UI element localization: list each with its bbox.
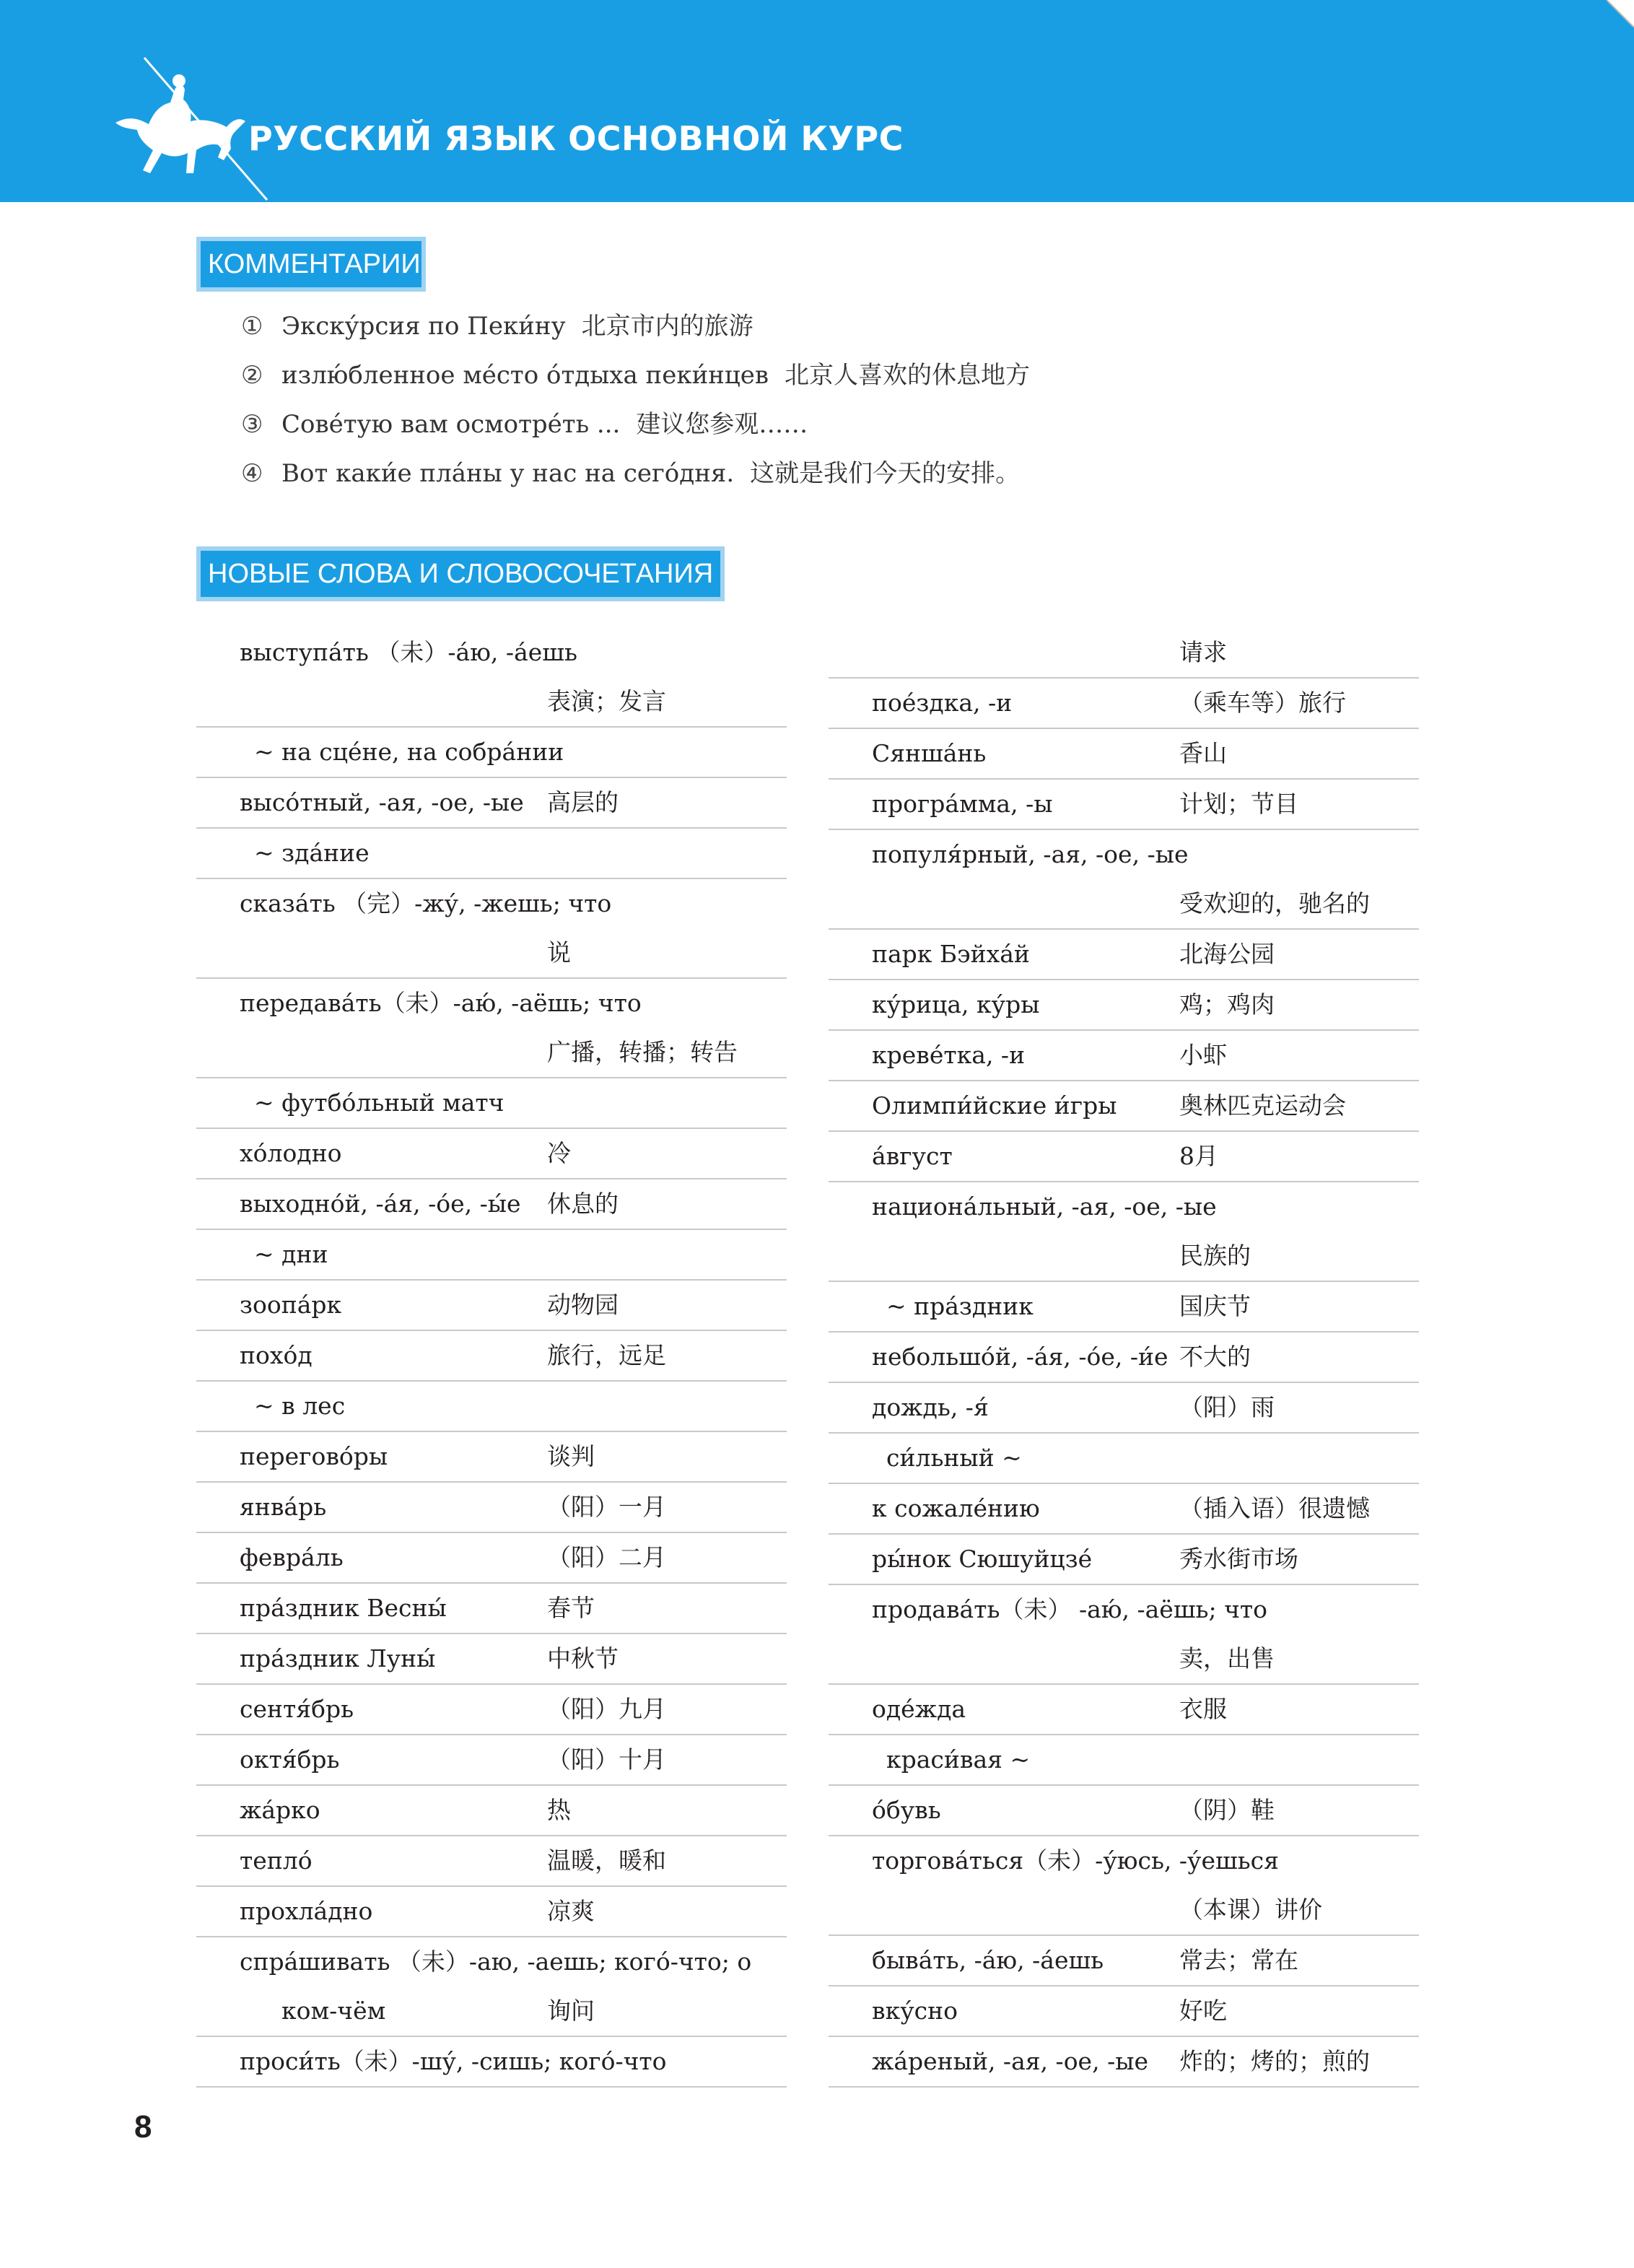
vocab-word: сентя́брь bbox=[240, 1695, 354, 1723]
vocab-entry bbox=[196, 1382, 787, 1432]
vocab-column-right bbox=[829, 628, 1419, 2088]
vocab-line bbox=[196, 1281, 787, 1330]
vocab-word: сказа́ть （完）-жу́, -жешь; что bbox=[240, 889, 612, 917]
vocab-line bbox=[196, 1685, 787, 1734]
vocab-word: ~ дни bbox=[254, 1240, 328, 1268]
comment-chinese: 这就是我们今天的安排。 bbox=[750, 459, 1021, 488]
section-title-comments: КОММЕНТАРИИ bbox=[201, 241, 421, 287]
vocab-column-left bbox=[196, 628, 787, 2088]
vocab-word: Олимпи́йские и́гры bbox=[872, 1091, 1117, 1120]
vocab-translation: 询问 bbox=[547, 1997, 595, 2025]
vocab-word: прохла́дно bbox=[240, 1897, 373, 1925]
vocab-line bbox=[829, 1434, 1419, 1483]
vocab-line bbox=[196, 829, 787, 878]
vocab-line bbox=[196, 1735, 787, 1784]
vocab-entry bbox=[196, 1685, 787, 1735]
vocab-translation: 冷 bbox=[547, 1139, 571, 1167]
vocab-entry bbox=[829, 628, 1419, 679]
vocab-entry bbox=[196, 1634, 787, 1685]
vocab-entry bbox=[829, 1333, 1419, 1383]
vocab-translation: 热 bbox=[547, 1796, 571, 1824]
page-corner-fold-icon bbox=[1607, 0, 1634, 27]
vocab-line bbox=[196, 1331, 787, 1380]
vocab-word: краси́вая ~ bbox=[886, 1745, 1031, 1774]
vocab-entry bbox=[829, 1685, 1419, 1735]
vocab-translation: （插入语）很遗憾 bbox=[1179, 1494, 1370, 1522]
vocab-entry bbox=[829, 1132, 1419, 1182]
vocab-line bbox=[196, 1432, 787, 1481]
vocab-entry bbox=[196, 1735, 787, 1786]
vocab-line bbox=[829, 1282, 1419, 1331]
vocab-line bbox=[196, 1634, 787, 1683]
vocab-word: быва́ть, -а́ю, -а́ешь bbox=[872, 1946, 1104, 1974]
vocab-word: национа́льный, -ая, -ое, -ые bbox=[872, 1192, 1217, 1221]
comment-russian: излю́бленное ме́сто о́тдыха пеки́нцев bbox=[281, 361, 769, 390]
vocab-entry bbox=[196, 728, 787, 778]
vocab-word: оде́жда bbox=[872, 1695, 966, 1723]
vocab-entry bbox=[196, 1836, 787, 1887]
comment-chinese: 建议您参观…… bbox=[636, 410, 808, 439]
vocab-translation: （阳）二月 bbox=[547, 1543, 666, 1571]
vocab-entry bbox=[196, 1432, 787, 1483]
vocab-word: ~ футбо́льный матч bbox=[254, 1089, 504, 1117]
vocab-line bbox=[196, 1129, 787, 1178]
comment-item bbox=[241, 400, 1468, 449]
vocab-word: выходно́й, -а́я, -о́е, -ы́е bbox=[240, 1190, 521, 1218]
vocab-line bbox=[196, 1382, 787, 1431]
vocab-translation: （阴）鞋 bbox=[1179, 1796, 1275, 1824]
vocab-entry bbox=[829, 2037, 1419, 2088]
vocab-line bbox=[829, 1986, 1419, 2036]
vocab-line bbox=[196, 1887, 787, 1936]
vocab-line bbox=[829, 2037, 1419, 2086]
vocab-word: продава́ть（未） -аю́, -аёшь; что bbox=[872, 1595, 1268, 1623]
vocab-entry bbox=[829, 780, 1419, 830]
vocab-line bbox=[829, 930, 1419, 979]
vocab-translation: （乘车等）旅行 bbox=[1179, 689, 1346, 717]
vocab-translation: 受欢迎的，驰名的 bbox=[1179, 889, 1370, 917]
vocab-line bbox=[829, 628, 1419, 677]
vocab-line bbox=[829, 1333, 1419, 1382]
vocab-word: небольшо́й, -а́я, -о́е, -и́е bbox=[872, 1343, 1168, 1371]
vocab-word: пра́здник Весны́ bbox=[240, 1594, 447, 1622]
vocab-word: передава́ть（未）-аю́, -аёшь; что bbox=[240, 989, 642, 1017]
vocab-entry bbox=[196, 2037, 787, 2088]
vocab-translation: 衣服 bbox=[1179, 1695, 1227, 1723]
vocab-line bbox=[196, 2037, 787, 2086]
vocab-entry bbox=[829, 1786, 1419, 1836]
vocab-entry bbox=[829, 1535, 1419, 1585]
vocab-entry bbox=[829, 1383, 1419, 1434]
vocab-line bbox=[829, 679, 1419, 728]
vocab-word: высо́тный, -ая, -ое, -ые bbox=[240, 788, 524, 816]
vocab-translation: 不大的 bbox=[1179, 1343, 1251, 1371]
vocab-entry bbox=[829, 1735, 1419, 1786]
vocab-word: похо́д bbox=[240, 1341, 313, 1369]
vocab-line bbox=[829, 830, 1419, 879]
vocab-entry bbox=[196, 1129, 787, 1179]
comment-number: ③ bbox=[241, 410, 263, 439]
vocab-entry bbox=[829, 980, 1419, 1031]
vocab-entry bbox=[196, 1078, 787, 1129]
vocab-word: популя́рный, -ая, -ое, -ые bbox=[872, 840, 1189, 868]
vocab-line bbox=[196, 1986, 787, 2036]
vocab-line bbox=[829, 1786, 1419, 1835]
vocab-line bbox=[196, 979, 787, 1028]
vocab-entry bbox=[196, 1331, 787, 1382]
vocab-line bbox=[829, 1685, 1419, 1734]
vocab-word: проси́ть（未）-шу́, -сишь; кого́-что bbox=[240, 2047, 667, 2075]
vocab-translation: 温暖，暖和 bbox=[547, 1846, 666, 1875]
vocab-line bbox=[829, 1585, 1419, 1634]
vocab-word: ры́нок Сюшуйцзе́ bbox=[872, 1545, 1093, 1573]
vocab-translation: （阳）十月 bbox=[547, 1745, 666, 1774]
header-banner bbox=[0, 0, 1634, 202]
vocab-line bbox=[196, 1230, 787, 1279]
vocab-translation: 休息的 bbox=[547, 1190, 619, 1218]
vocab-entry bbox=[196, 1483, 787, 1533]
vocab-line bbox=[196, 1533, 787, 1582]
vocab-line bbox=[829, 1132, 1419, 1181]
vocab-translation: （阳）一月 bbox=[547, 1493, 666, 1521]
vocab-translation: 鸡；鸡肉 bbox=[1179, 990, 1275, 1019]
vocab-word: выступа́ть （未）-а́ю, -а́ешь bbox=[240, 638, 577, 666]
vocab-translation: 表演；发言 bbox=[547, 687, 666, 715]
vocab-line bbox=[829, 1634, 1419, 1683]
vocab-line bbox=[829, 1936, 1419, 1985]
vocab-word: к сожале́нию bbox=[872, 1494, 1040, 1522]
vocab-word: тепло́ bbox=[240, 1846, 313, 1875]
vocab-word: ку́рица, ку́ры bbox=[872, 990, 1040, 1019]
vocab-word: ком-чём bbox=[281, 1997, 386, 2025]
vocab-word: спра́шивать （未）-аю, -аешь; кого́-что; о bbox=[240, 1948, 752, 1976]
vocab-entry bbox=[196, 1230, 787, 1281]
vocab-line bbox=[829, 1535, 1419, 1584]
comment-item bbox=[241, 449, 1468, 498]
vocab-line bbox=[829, 1484, 1419, 1533]
vocab-word: жа́рко bbox=[240, 1796, 320, 1824]
vocab-entry bbox=[196, 1533, 787, 1584]
vocab-line bbox=[829, 1081, 1419, 1130]
vocab-word: Сянша́нь bbox=[872, 739, 987, 767]
vocab-entry bbox=[196, 1584, 787, 1634]
vocab-translation: （阳）九月 bbox=[547, 1695, 666, 1723]
vocab-translation: 春节 bbox=[547, 1594, 595, 1622]
vocab-translation: 香山 bbox=[1179, 739, 1227, 767]
vocab-entry bbox=[196, 778, 787, 829]
vocab-entry bbox=[829, 1434, 1419, 1484]
vocab-entry bbox=[196, 1887, 787, 1937]
vocab-word: дождь, -я́ bbox=[872, 1393, 989, 1421]
vocab-entry bbox=[196, 1179, 787, 1230]
comment-russian: Экску́рсия по Пеки́ну bbox=[281, 312, 566, 341]
vocab-translation: 请求 bbox=[1179, 638, 1227, 666]
vocab-translation: （本课）讲价 bbox=[1179, 1896, 1322, 1924]
vocab-word: а́вгуст bbox=[872, 1142, 953, 1170]
vocab-line bbox=[829, 1735, 1419, 1784]
vocab-line bbox=[196, 928, 787, 977]
vocab-word: ~ пра́здник bbox=[886, 1292, 1034, 1320]
vocab-word: ~ на сце́не, на собра́нии bbox=[254, 738, 564, 766]
vocab-entry bbox=[829, 1282, 1419, 1333]
vocab-word: хо́лодно bbox=[240, 1139, 342, 1167]
vocab-entry bbox=[829, 1081, 1419, 1132]
vocab-line bbox=[829, 1383, 1419, 1432]
vocab-entry bbox=[829, 1836, 1419, 1936]
vocab-line bbox=[196, 778, 787, 827]
comment-chinese: 北京人喜欢的休息地方 bbox=[785, 361, 1031, 390]
vocab-translation: 凉爽 bbox=[547, 1897, 595, 1925]
vocab-line bbox=[196, 1584, 787, 1633]
vocab-line bbox=[196, 1078, 787, 1128]
vocab-entry bbox=[196, 1937, 787, 2037]
vocab-translation: 小虾 bbox=[1179, 1041, 1227, 1069]
vocab-line bbox=[829, 780, 1419, 829]
vocab-entry bbox=[829, 1182, 1419, 1282]
vocab-word: зоопа́рк bbox=[240, 1291, 342, 1319]
vocab-entry bbox=[829, 679, 1419, 729]
vocab-word: о́бувь bbox=[872, 1796, 941, 1824]
comment-item bbox=[241, 351, 1468, 400]
vocab-entry bbox=[196, 628, 787, 728]
vocab-line bbox=[829, 1031, 1419, 1080]
vocab-word: февра́ль bbox=[240, 1543, 344, 1571]
vocab-line bbox=[196, 879, 787, 928]
vocab-translation: 北海公园 bbox=[1179, 940, 1275, 968]
comment-number: ② bbox=[241, 361, 263, 390]
vocab-line bbox=[196, 1179, 787, 1229]
comment-russian: Вот каки́е пла́ны у нас на сего́дня. bbox=[281, 459, 735, 488]
vocab-translation: 高层的 bbox=[547, 788, 619, 816]
vocab-word: парк Бэйха́й bbox=[872, 940, 1030, 968]
vocab-entry bbox=[829, 1585, 1419, 1685]
vocab-entry bbox=[829, 1031, 1419, 1081]
vocab-entry bbox=[196, 979, 787, 1078]
vocab-entry bbox=[829, 729, 1419, 780]
vocab-entry bbox=[196, 829, 787, 879]
vocab-translation: 说 bbox=[547, 938, 571, 967]
vocab-line bbox=[196, 1937, 787, 1986]
vocab-entry bbox=[196, 1281, 787, 1331]
vocab-word: вку́сно bbox=[872, 1997, 958, 2025]
page-number: 8 bbox=[134, 2109, 152, 2145]
vocab-entry bbox=[829, 1484, 1419, 1535]
book-title: РУССКИЙ ЯЗЫК ОСНОВНОЙ КУРС bbox=[248, 119, 904, 158]
vocab-translation: 旅行，远足 bbox=[547, 1341, 666, 1369]
comment-number: ④ bbox=[241, 459, 263, 488]
vocab-word: октя́брь bbox=[240, 1745, 340, 1774]
vocab-line bbox=[829, 980, 1419, 1029]
vocab-line bbox=[196, 628, 787, 677]
vocab-line bbox=[829, 1885, 1419, 1935]
vocab-line bbox=[196, 1028, 787, 1077]
vocab-line bbox=[829, 729, 1419, 778]
vocab-translation: （阳）雨 bbox=[1179, 1393, 1275, 1421]
vocab-word: ~ в лес bbox=[254, 1392, 346, 1420]
comment-russian: Сове́тую вам осмотре́ть ... bbox=[281, 410, 621, 439]
vocab-word: програ́мма, -ы bbox=[872, 790, 1053, 818]
vocab-line bbox=[829, 879, 1419, 928]
vocab-translation: 好吃 bbox=[1179, 1997, 1227, 2025]
vocab-word: пра́здник Луны́ bbox=[240, 1644, 436, 1672]
vocab-translation: 广播，转播；转告 bbox=[547, 1038, 738, 1066]
vocab-translation: 动物园 bbox=[547, 1291, 619, 1319]
vocab-word: торгова́ться（未）-у́юсь, -у́ешься bbox=[872, 1846, 1279, 1875]
vocab-word: жа́реный, -ая, -ое, -ые bbox=[872, 2047, 1149, 2075]
vocab-line bbox=[196, 1786, 787, 1835]
comment-number: ① bbox=[241, 312, 263, 341]
vocab-entry bbox=[829, 1986, 1419, 2037]
vocab-line bbox=[196, 677, 787, 726]
vocab-word: пое́здка, -и bbox=[872, 689, 1013, 717]
section-title-new-words: НОВЫЕ СЛОВА И СЛОВОСОЧЕТАНИЯ bbox=[201, 551, 720, 597]
vocab-translation: 国庆节 bbox=[1179, 1292, 1251, 1320]
vocab-word: креве́тка, -и bbox=[872, 1041, 1026, 1069]
vocab-translation: 炸的；烤的；煎的 bbox=[1179, 2047, 1370, 2075]
vocab-entry bbox=[196, 879, 787, 979]
vocab-line bbox=[196, 728, 787, 777]
vocab-translation: 卖，出售 bbox=[1179, 1644, 1275, 1672]
vocab-line bbox=[829, 1836, 1419, 1885]
vocab-line bbox=[829, 1182, 1419, 1231]
comment-item bbox=[241, 302, 1468, 351]
vocab-entry bbox=[196, 1786, 787, 1836]
comment-chinese: 北京市内的旅游 bbox=[581, 312, 753, 341]
vocab-word: ~ зда́ние bbox=[254, 839, 370, 867]
vocab-entry bbox=[829, 1936, 1419, 1986]
vocab-entry bbox=[829, 830, 1419, 930]
vocab-word: перегово́ры bbox=[240, 1442, 388, 1470]
vocab-translation: 秀水街市场 bbox=[1179, 1545, 1298, 1573]
vocab-translation: 民族的 bbox=[1179, 1242, 1251, 1270]
vocab-translation: 8月 bbox=[1179, 1142, 1218, 1170]
vocab-word: си́льный ~ bbox=[886, 1444, 1022, 1472]
vocab-translation: 奥林匹克运动会 bbox=[1179, 1091, 1346, 1120]
vocab-translation: 计划；节目 bbox=[1179, 790, 1298, 818]
vocab-translation: 中秋节 bbox=[547, 1644, 619, 1672]
vocab-line bbox=[196, 1836, 787, 1885]
vocab-translation: 谈判 bbox=[547, 1442, 595, 1470]
vocab-word: янва́рь bbox=[240, 1493, 327, 1521]
comments-list bbox=[241, 302, 1468, 498]
vocab-line bbox=[829, 1231, 1419, 1281]
vocab-entry bbox=[829, 930, 1419, 980]
vocab-translation: 常去；常在 bbox=[1179, 1946, 1298, 1974]
vocab-line bbox=[196, 1483, 787, 1532]
